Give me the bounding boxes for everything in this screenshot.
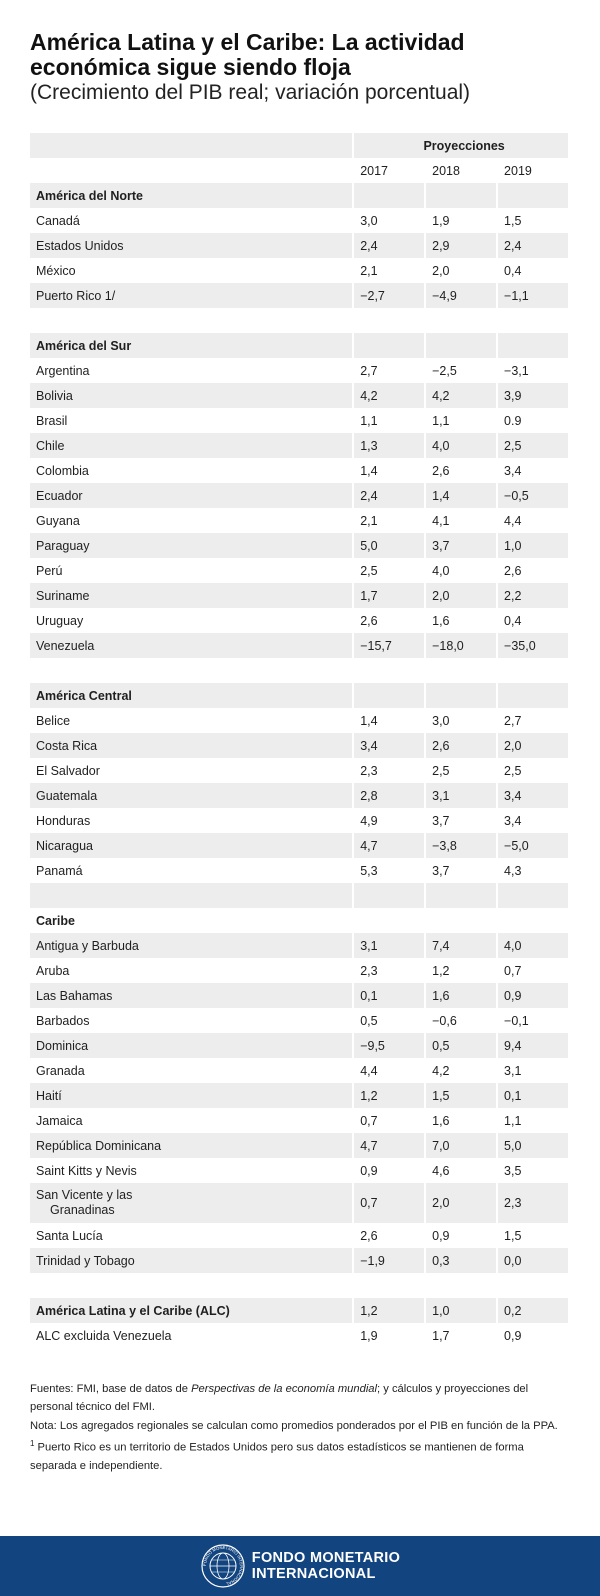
country-row	[30, 583, 568, 608]
growth-value: 0,1	[354, 983, 426, 1008]
growth-value: 2,7	[504, 713, 522, 728]
country-name: Belice	[30, 708, 354, 733]
growth-value: 2,5	[498, 433, 568, 458]
growth-value: 2,6	[426, 458, 498, 483]
growth-value: 4,4	[504, 513, 522, 528]
growth-value: 2,3	[498, 1183, 568, 1223]
growth-value: 4,4	[354, 1058, 426, 1083]
group-heading-row	[30, 183, 568, 208]
growth-value: 4,2	[354, 383, 426, 408]
empty-cell	[498, 908, 568, 933]
country-row	[30, 1133, 568, 1158]
growth-value: 0,1	[498, 1083, 568, 1108]
growth-value: −3,1	[504, 363, 529, 378]
aggregate-value: 0,2	[498, 1298, 568, 1323]
imf-logo	[200, 1543, 400, 1589]
country-name: Barbados	[30, 1008, 354, 1033]
country-row	[30, 358, 568, 383]
country-name: Venezuela	[30, 633, 354, 658]
country-row	[30, 833, 568, 858]
aggregate-name: ALC excluida Venezuela	[30, 1323, 354, 1348]
year-header: 2017	[354, 158, 426, 183]
growth-value: 4,1	[426, 508, 498, 533]
growth-value: 5,3	[354, 858, 426, 883]
spacer-cell	[354, 883, 426, 908]
aggregate-row	[30, 1298, 568, 1323]
country-row	[30, 383, 568, 408]
growth-value: 0,5	[354, 1008, 426, 1033]
empty-cell	[426, 908, 498, 933]
growth-value: 9,4	[498, 1033, 568, 1058]
growth-value: −0,1	[504, 1013, 529, 1028]
growth-value: 4,7	[354, 833, 426, 858]
growth-value: 0,7	[354, 1108, 426, 1133]
country-name: Ecuador	[30, 483, 354, 508]
spacer-cell	[498, 883, 568, 908]
growth-value: −1,1	[498, 283, 568, 308]
empty-cell	[354, 908, 426, 933]
country-name: Costa Rica	[30, 733, 354, 758]
growth-value: 4,6	[426, 1158, 498, 1183]
country-name: Chile	[30, 433, 354, 458]
growth-value: 2,1	[354, 508, 426, 533]
growth-value: 5,0	[498, 1133, 568, 1158]
growth-value: −4,9	[426, 283, 498, 308]
empty-cell	[354, 333, 426, 358]
empty-cell	[498, 333, 568, 358]
growth-value: −2,5	[426, 358, 498, 383]
growth-value: 2,4	[354, 483, 426, 508]
growth-value: 1,4	[426, 483, 498, 508]
country-name: Brasil	[30, 408, 354, 433]
growth-value: −1,9	[354, 1248, 426, 1273]
spacer-cell	[354, 1273, 426, 1298]
country-name: Granada	[30, 1058, 354, 1083]
growth-value: 2,3	[354, 758, 426, 783]
spacer-cell	[30, 658, 354, 683]
growth-value: 0,7	[354, 1183, 426, 1223]
country-row	[30, 408, 568, 433]
growth-value: −0,6	[426, 1008, 498, 1033]
growth-value: 1,3	[354, 433, 426, 458]
growth-value: 4,2	[426, 1058, 498, 1083]
year-header: 2018	[426, 158, 498, 183]
growth-value: 3,7	[426, 858, 498, 883]
growth-value: −3,8	[426, 833, 498, 858]
country-row	[30, 708, 568, 733]
growth-value: 2,5	[504, 763, 522, 778]
country-row	[30, 783, 568, 808]
spacer-row	[30, 883, 568, 908]
growth-value: 2,4	[498, 233, 568, 258]
growth-value: 2,7	[354, 358, 426, 383]
country-row	[30, 1108, 568, 1133]
growth-value: 1,0	[498, 533, 568, 558]
year-header: 2019	[504, 163, 532, 178]
growth-value: 3,5	[504, 1163, 522, 1178]
country-name: El Salvador	[30, 758, 354, 783]
spacer-cell	[498, 658, 568, 683]
country-row	[30, 958, 568, 983]
country-name: Colombia	[30, 458, 354, 483]
spacer-cell	[426, 1273, 498, 1298]
growth-value: 2,0	[426, 258, 498, 283]
growth-value: 1,6	[426, 983, 498, 1008]
country-name: Santa Lucía	[30, 1223, 354, 1248]
group-heading: América Central	[30, 683, 354, 708]
growth-value: 1,1	[504, 1113, 522, 1128]
growth-value: 3,0	[354, 208, 426, 233]
group-heading: América del Norte	[30, 183, 354, 208]
growth-value: 3,1	[504, 1063, 522, 1078]
country-row	[30, 283, 568, 308]
country-name: Saint Kitts y Nevis	[30, 1158, 354, 1183]
country-name: Aruba	[30, 958, 354, 983]
growth-value: 3,1	[354, 933, 426, 958]
country-name: Suriname	[30, 583, 354, 608]
growth-value: 2,0	[426, 1183, 498, 1223]
country-row	[30, 533, 568, 558]
growth-value: 3,4	[504, 813, 522, 828]
aggregate-name: América Latina y el Caribe (ALC)	[30, 1298, 354, 1323]
spacer-row	[30, 308, 568, 333]
growth-value: 4,0	[498, 933, 568, 958]
growth-value: 1,5	[504, 1228, 522, 1243]
country-name: Dominica	[30, 1033, 354, 1058]
seal-text: FONDO MONETARIO INTERNACIONAL	[201, 1544, 244, 1587]
header-blank-cell	[30, 158, 354, 183]
country-row	[30, 608, 568, 633]
growth-value: 3,1	[426, 783, 498, 808]
country-row	[30, 258, 568, 283]
empty-cell	[354, 183, 426, 208]
growth-value: 4,7	[354, 1133, 426, 1158]
growth-value: 2,8	[354, 783, 426, 808]
growth-value: −35,0	[498, 633, 568, 658]
growth-value: −2,7	[354, 283, 426, 308]
country-row	[30, 558, 568, 583]
country-name: Canadá	[30, 208, 354, 233]
country-name: Guatemala	[30, 783, 354, 808]
growth-value: 2,5	[426, 758, 498, 783]
spacer-cell	[354, 308, 426, 333]
spacer-cell	[426, 308, 498, 333]
growth-value: −9,5	[354, 1033, 426, 1058]
spacer-cell	[498, 1273, 568, 1298]
growth-value: 3,4	[354, 733, 426, 758]
growth-value: 4,0	[426, 558, 498, 583]
aggregate-value: 1,9	[354, 1323, 426, 1348]
country-row	[30, 1083, 568, 1108]
spacer-row	[30, 1273, 568, 1298]
footnote: $^1$ Puerto Rico es un territorio de Estados Unidos pero sus datos estadísticos se mantienen de forma separada e independiente.	[30, 1439, 524, 1473]
country-name-line2: Granadinas	[50, 1203, 115, 1217]
country-row	[30, 733, 568, 758]
growth-value: 0,7	[504, 963, 522, 978]
growth-value: 2,3	[354, 958, 426, 983]
country-name: Las Bahamas	[30, 983, 354, 1008]
growth-value: 2,6	[354, 608, 426, 633]
growth-value: 0,5	[426, 1033, 498, 1058]
empty-cell	[498, 183, 568, 208]
growth-value: 0,4	[504, 263, 522, 278]
country-row	[30, 233, 568, 258]
imf-seal-icon	[200, 1543, 246, 1589]
aggregate-value: 0,9	[504, 1328, 522, 1343]
growth-value: 3,0	[426, 708, 498, 733]
country-name: Puerto Rico 1/	[30, 283, 354, 308]
country-name: Antigua y Barbuda	[30, 933, 354, 958]
spacer-cell	[498, 308, 568, 333]
growth-value: 2,4	[354, 233, 426, 258]
aggregate-value: 1,7	[426, 1323, 498, 1348]
country-name: Nicaragua	[30, 833, 354, 858]
aggregate-row	[30, 1323, 568, 1348]
growth-value: −5,0	[498, 833, 568, 858]
country-name: Honduras	[30, 808, 354, 833]
country-name: Haití	[30, 1083, 354, 1108]
country-row	[30, 983, 568, 1008]
country-name: Uruguay	[30, 608, 354, 633]
imf-footer	[0, 1536, 600, 1596]
growth-value: 0,9	[426, 1223, 498, 1248]
country-row	[30, 483, 568, 508]
growth-value: 7,4	[426, 933, 498, 958]
growth-value: 2,6	[354, 1223, 426, 1248]
growth-value: 1,2	[354, 1083, 426, 1108]
growth-value: 1,5	[426, 1083, 498, 1108]
country-row	[30, 1158, 568, 1183]
empty-cell	[426, 183, 498, 208]
header-row-years	[30, 158, 568, 183]
country-row	[30, 1183, 568, 1223]
country-name: Estados Unidos	[30, 233, 354, 258]
growth-value: 1,5	[504, 213, 522, 228]
country-row	[30, 758, 568, 783]
growth-value: 2,6	[504, 563, 522, 578]
growth-value: 1,9	[426, 208, 498, 233]
country-name: Bolivia	[30, 383, 354, 408]
notes	[30, 1380, 570, 1476]
country-name: México	[30, 258, 354, 283]
country-row	[30, 458, 568, 483]
sources-note: Fuentes: FMI, base de datos de Perspectivas de la economía mundial; y cálculos y proyecciones del personal técnico del FMI.	[30, 1383, 529, 1414]
projections-header: Proyecciones	[354, 133, 568, 158]
country-name: Guyana	[30, 508, 354, 533]
country-row	[30, 1223, 568, 1248]
country-row	[30, 933, 568, 958]
gdp-growth-table	[30, 133, 568, 1348]
growth-value: −18,0	[426, 633, 498, 658]
page-subtitle: (Crecimiento del PIB real; variación porcentual)	[30, 81, 471, 104]
country-row	[30, 1033, 568, 1058]
group-heading-row	[30, 333, 568, 358]
country-row	[30, 508, 568, 533]
growth-value: 4,0	[426, 433, 498, 458]
country-row	[30, 808, 568, 833]
growth-value: 4,3	[504, 863, 522, 878]
growth-value: 1,6	[426, 1108, 498, 1133]
country-row	[30, 433, 568, 458]
spacer-cell	[426, 658, 498, 683]
group-heading-row	[30, 908, 568, 933]
spacer-cell	[30, 308, 354, 333]
growth-value: 1,6	[426, 608, 498, 633]
country-name: Perú	[30, 558, 354, 583]
country-name: Panamá	[30, 858, 354, 883]
growth-value: 0,9	[498, 983, 568, 1008]
country-row	[30, 633, 568, 658]
growth-value: 1,4	[354, 458, 426, 483]
growth-value: −15,7	[354, 633, 426, 658]
group-heading-row	[30, 683, 568, 708]
growth-value: 3,4	[498, 783, 568, 808]
growth-value: 2,0	[426, 583, 498, 608]
growth-value: 0,9	[354, 1158, 426, 1183]
growth-value: 2,9	[426, 233, 498, 258]
growth-value: 4,2	[426, 383, 498, 408]
growth-value: 2,2	[498, 583, 568, 608]
growth-value: 3,4	[504, 463, 522, 478]
spacer-row	[30, 658, 568, 683]
growth-value: 0.9	[504, 413, 522, 428]
group-heading: América del Sur	[30, 333, 354, 358]
header-blank-cell	[30, 133, 354, 158]
country-name: Trinidad y Tobago	[30, 1248, 354, 1273]
growth-value: 0,4	[504, 613, 522, 628]
group-heading: Caribe	[30, 908, 354, 933]
growth-value: 1,7	[354, 583, 426, 608]
empty-cell	[498, 683, 568, 708]
title-block	[30, 30, 575, 106]
country-name	[30, 1183, 354, 1223]
growth-value: 3,9	[498, 383, 568, 408]
country-row	[30, 208, 568, 233]
country-row	[30, 1058, 568, 1083]
page-title-line2: económica sigue siendo floja	[30, 54, 351, 80]
page-title-line1: América Latina y el Caribe: La actividad	[30, 29, 465, 55]
growth-value: 2,5	[354, 558, 426, 583]
growth-value: 4,9	[354, 808, 426, 833]
spacer-cell	[30, 883, 354, 908]
empty-cell	[354, 683, 426, 708]
growth-value: 0,0	[498, 1248, 568, 1273]
growth-value: 3,7	[426, 808, 498, 833]
growth-value: 7,0	[426, 1133, 498, 1158]
growth-value: 3,7	[426, 533, 498, 558]
growth-value: 1,4	[354, 708, 426, 733]
spacer-cell	[426, 883, 498, 908]
aggregate-value: 1,0	[426, 1298, 498, 1323]
country-row	[30, 1008, 568, 1033]
country-name: Jamaica	[30, 1108, 354, 1133]
country-row	[30, 1248, 568, 1273]
growth-value: 1,1	[354, 408, 426, 433]
org-name: FONDO MONETARIO INTERNACIONAL	[251, 1550, 401, 1582]
growth-value: 0,3	[426, 1248, 498, 1273]
aggregates-note: Nota: Los agregados regionales se calculan como promedios ponderados por el PIB en función de la PPA.	[30, 1419, 558, 1432]
growth-value: 2,0	[498, 733, 568, 758]
country-name-line1: San Vicente y las	[36, 1188, 133, 1202]
country-name: Argentina	[30, 358, 354, 383]
spacer-cell	[354, 658, 426, 683]
growth-value: 5,0	[354, 533, 426, 558]
country-name: República Dominicana	[30, 1133, 354, 1158]
growth-value: 1,1	[426, 408, 498, 433]
growth-value: 2,6	[426, 733, 498, 758]
empty-cell	[426, 333, 498, 358]
header-row-projections	[30, 133, 568, 158]
country-row	[30, 858, 568, 883]
growth-value: 1,2	[426, 958, 498, 983]
empty-cell	[426, 683, 498, 708]
aggregate-value: 1,2	[354, 1298, 426, 1323]
growth-value: −0,5	[498, 483, 568, 508]
spacer-cell	[30, 1273, 354, 1298]
country-name: Paraguay	[30, 533, 354, 558]
growth-value: 2,1	[354, 258, 426, 283]
